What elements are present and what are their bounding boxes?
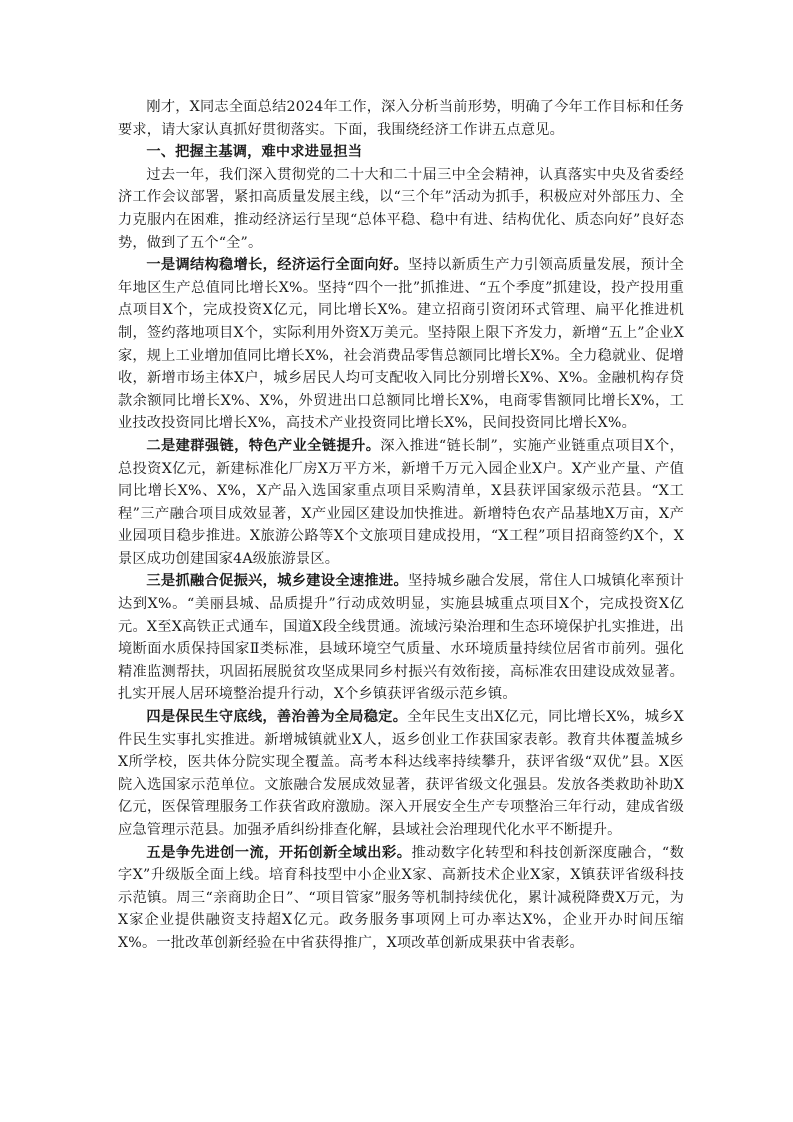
paragraph-text: 推动数字化转型和科技创新深度融合，“数字X”升级版全面上线。培育科技型中小企业X家、高新技术企业X家，X镇获评省级科技示范镇。周三“亲商助企日”、“项目管家”服务等机制持续优化，累计减税降费X万元，为X家企业提供融资支持超X亿元。政务服务事项网上可办率达X%，企业开办时间压缩X%。一批改革创新经验在中省获得推广，X项改革创新成果获中省表彰。: [118, 844, 684, 951]
point-paragraph-4: [118, 706, 684, 842]
point-paragraph-3: [118, 570, 684, 706]
point-lead: 四是保民生守底线，善治善为全局稳定。: [146, 709, 408, 726]
paragraph-text: 深入推进“链长制”，实施产业链重点项目X个，总投资X亿元，新建标准化厂房X万平方米，新增千万元入园企业X户。X产业产量、产值同比增长X%、X%，X产品入选国家重点项目采购清单，X县获评国家级示范县。“X工程”三产融合项目成效显著，X产业园区建设加快推进。新增特色农产品基地X万亩，X产业园项目稳步推进。X旅游公路等X个文旅项目建成投用，“X工程”项目招商签约X个，X景区成功创建国家4A级旅游景区。: [118, 437, 685, 567]
section-heading-1: 一、把握主基调，难中求进显担当: [146, 144, 363, 161]
paragraph-text: 全年民生支出X亿元，同比增长X%，城乡X件民生实事扎实推进。新增城镇就业X人，返乡创业工作获国家表彰。教育共体覆盖城乡X所学校，医共体分院实现全覆盖。高考本科达线率持续攀升，获评省级“双优”县。X医院入选国家示范单位。文旅融合发展成效显著，获评省级文化强县。发放各类救助补助X亿元，医保管理服务工作获省政府激励。深入开展安全生产专项整治三年行动，建成省级应急管理示范县。加强矛盾纠纷排查化解，县域社会治理现代化水平不断提升。: [118, 709, 684, 838]
point-lead: 五是争先进创一流，开拓创新全域出彩。: [146, 844, 412, 861]
overview-paragraph: [118, 164, 684, 254]
document-body: [118, 96, 684, 955]
point-paragraph-1: [118, 254, 684, 435]
paragraph-text: 坚持城乡融合发展，常住人口城镇化率预计达到X%。“美丽县城、品质提升”行动成效明显，实施县城重点项目X个，完成投资X亿元。X至X高铁正式通车，国道X段全线贯通。流域污染治理和生态环境保护扎实推进，出境断面水质保持国家Ⅱ类标准，县域环境空气质量、水环境质量持续位居省市前列。强化精准监测帮扶，巩固拓展脱贫攻坚成果同乡村振兴有效衔接，高标准农田建设成效显著。扎实开展人居环境整治提升行动，X个乡镇获评省级示范乡镇。: [118, 573, 684, 703]
point-lead: 二是建群强链，特色产业全链提升。: [146, 437, 381, 454]
paragraph-text: 刚才，X同志全面总结2024年工作，深入分析当前形势，明确了今年工作目标和任务要求，请大家认真抓好贯彻落实。下面，我围绕经济工作讲五点意见。: [118, 99, 684, 138]
intro-paragraph: [118, 96, 684, 141]
point-lead: 一是调结构稳增长，经济运行全面向好。: [146, 257, 408, 274]
point-paragraph-5: [118, 842, 684, 955]
paragraph-text: 过去一年，我们深入贯彻党的二十大和二十届三中全会精神，认真落实中央及省委经济工作会议部署，紧扣高质量发展主线，以“三个年”活动为抓手，积极应对外部压力、全力克服内在困难，推动经济运行呈现“总体平稳、稳中有进、结构优化、质态向好”良好态势，做到了五个“全”。: [118, 166, 684, 251]
point-lead: 三是抓融合促振兴，城乡建设全速推进。: [146, 573, 408, 590]
point-paragraph-2: [118, 435, 684, 571]
paragraph-text: 坚持以新质生产力引领高质量发展，预计全年地区生产总值同比增长X%。坚持“四个一批”抓推进、“五个季度”抓建设，投产投用重点项目X个，完成投资X亿元，同比增长X%。建立招商引资闭环式管理、扁平化推进机制，签约落地项目X个，实际利用外资X万美元。坚持限上限下齐发力，新增“五上”企业X家，规上工业增加值同比增长X%，社会消费品零售总额同比增长X%。全力稳就业、促增收，新增市场主体X户，城乡居民人均可支配收入同比分别增长X%、X%。金融机构存贷款余额同比增长X%、X%，外贸进出口总额同比增长X%，电商零售额同比增长X%，工业技改投资同比增长X%，高技术产业投资同比增长X%，民间投资同比增长X%。: [118, 257, 684, 432]
